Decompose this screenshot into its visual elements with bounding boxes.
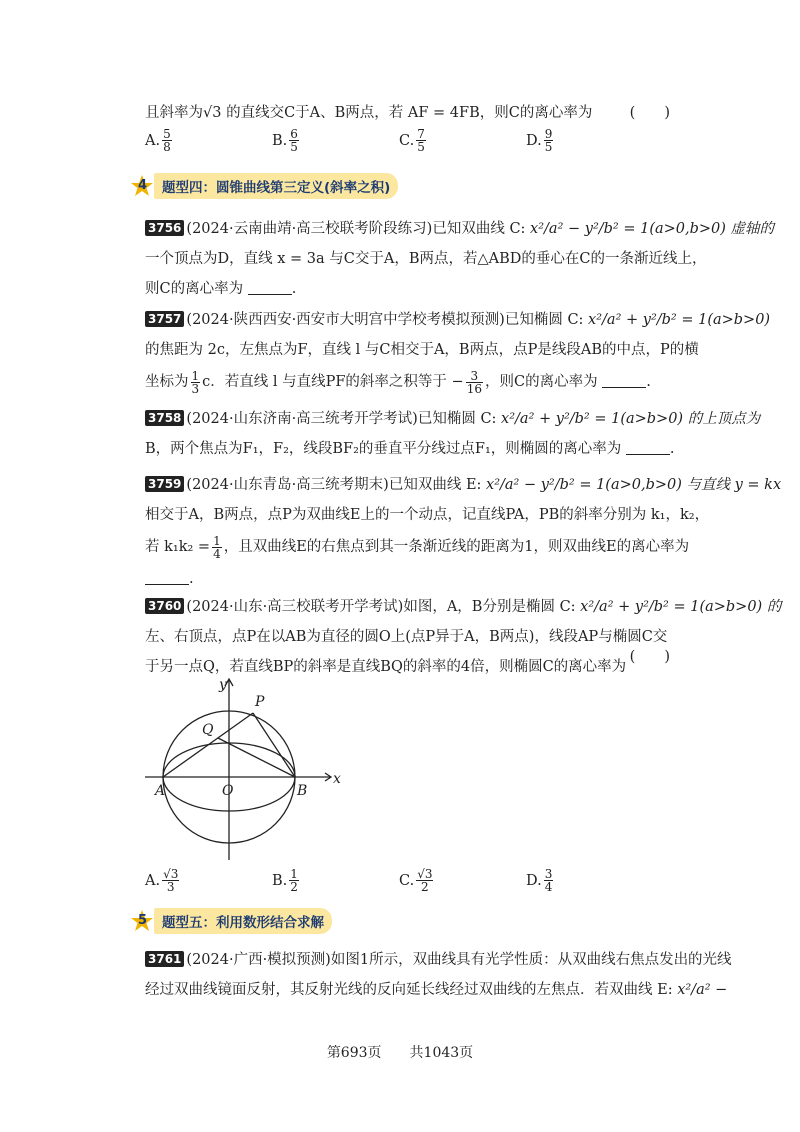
- label-q: Q: [202, 722, 214, 738]
- answer-blank[interactable]: [248, 280, 292, 295]
- question-text: 左、右顶点，点P在以AB为直径的圆O上(点P异于A，B两点)，线段AP与椭圆C交: [145, 629, 668, 645]
- question-3761: [145, 945, 732, 1005]
- fraction: [466, 370, 483, 395]
- option-label: D.: [526, 132, 542, 149]
- denominator: 2: [421, 880, 429, 894]
- question-text: 相交于A，B两点，点P为双曲线E上的一个动点，记直线PA，PB的斜率分别为 k₁，k₂，: [145, 507, 710, 523]
- option-label: A.: [145, 132, 161, 149]
- numerator: 1: [191, 368, 200, 383]
- label-p: P: [255, 694, 265, 710]
- question-3759: 3759 (2024·山东青岛·高三统考期末)已知双曲线 E: x²/a² − y²/b² = 1(a>0,b>0) 与直线 y = kx 相交于A，B两点，点P为双曲线E上的一个动点，记直线PA，PB的斜率分别为 k₁，k₂， 若 k₁k₂ = $\frac{1}{4}$ ，且双曲线E的右焦点到其一条渐近线的距离为1，则双曲线E的离心率为 .: [145, 477, 782, 587]
- question-3758: 3758 (2024·山东济南·高三统考开学考试)已知椭圆 C: x²/a² + y²/b² = 1(a>b>0) 的上顶点为 B，两个焦点为F₁，F₂，线段BF₂的垂直平分线过点F₁，则椭圆的离心率为 .: [145, 411, 761, 457]
- label-y: y: [219, 677, 227, 693]
- question-text: ，且双曲线E的右焦点到其一条渐近线的距离为1，则双曲线E的离心率为: [223, 539, 690, 555]
- option-label: B.: [272, 872, 288, 889]
- option-b[interactable]: [272, 868, 399, 893]
- question-number-badge: 3761: [145, 951, 184, 967]
- fraction: [191, 370, 201, 395]
- question-text: 一个顶点为D，直线 x = 3a 与C交于A，B两点，若△ABD的垂心在C的一条渐近线上，: [145, 251, 707, 267]
- numerator: 3: [544, 867, 553, 881]
- question-text: (2024·陕西西安·西安市大明宫中学校考模拟预测)已知椭圆 C:: [186, 312, 584, 328]
- question-text: 且斜率为√3 的直线交C于A、B两点，若 AF = 4FB，则C的离心率为: [145, 105, 593, 121]
- option-c[interactable]: [399, 128, 526, 153]
- option-label: C.: [399, 872, 415, 889]
- answer-blank[interactable]: [145, 570, 189, 585]
- label-b: B: [297, 783, 308, 799]
- denominator: 5: [417, 140, 425, 154]
- option-d[interactable]: [526, 868, 653, 893]
- equation: x²/a² − y²/b² = 1(a>0,b>0) 与直线 y = kx: [486, 477, 782, 493]
- equation: x²/a² + y²/b² = 1(a>b>0) 的: [580, 599, 782, 615]
- numerator: 6: [290, 127, 298, 141]
- question-number-badge: 3760: [145, 598, 184, 614]
- numerator: 5: [163, 127, 171, 141]
- question-text: 于另一点Q，若直线BP的斜率是直线BQ的斜率的4倍，则椭圆C的离心率为: [145, 659, 627, 675]
- question-text: (2024·云南曲靖·高三校联考阶段练习)已知双曲线 C:: [186, 221, 526, 237]
- question-number-badge: 3759: [145, 476, 184, 492]
- answer-paren: ( ): [629, 649, 670, 665]
- denominator: 4: [544, 880, 553, 894]
- fraction: [162, 868, 179, 893]
- question-text: c．若直线 l 与直线PF的斜率之积等于 −: [202, 374, 464, 390]
- answer-paren: ( ): [629, 105, 670, 121]
- fraction: [416, 868, 433, 893]
- equation: x²/a² − y²/b² = 1(a>0,b>0) 虚轴的: [530, 221, 775, 237]
- numerator: 1: [290, 867, 298, 881]
- denominator: 2: [290, 880, 298, 894]
- fraction: [416, 128, 426, 153]
- line-bp: [253, 713, 295, 777]
- options-row: [145, 868, 653, 893]
- fraction: [162, 128, 172, 153]
- option-label: A.: [145, 872, 161, 889]
- option-c[interactable]: [399, 868, 526, 893]
- section-number: 4: [138, 178, 148, 193]
- ellipse-circle-figure: [145, 675, 365, 865]
- question-text: 则C的离心率为: [145, 281, 244, 297]
- equation: x²/a² −: [677, 982, 728, 998]
- numerator: 7: [417, 127, 425, 141]
- question-3756: 3756 (2024·云南曲靖·高三校联考阶段练习)已知双曲线 C: x²/a² − y²/b² = 1(a>0,b>0) 虚轴的 一个顶点为D，直线 x = 3a 与C交于A，B两点，若△ABD的垂心在C的一条渐近线上， 则C的离心率为 .: [145, 221, 775, 297]
- question-text: 若 k₁k₂ =: [145, 539, 211, 555]
- section-title: 题型五：利用数形结合求解: [154, 908, 332, 934]
- question-text: ，则C的离心率为: [484, 374, 598, 390]
- option-d[interactable]: [526, 128, 653, 153]
- denominator: 16: [466, 381, 482, 396]
- label-a: A: [155, 783, 166, 799]
- answer-blank[interactable]: [626, 440, 670, 455]
- numerator: 1: [213, 533, 221, 548]
- numerator: 9: [544, 127, 553, 141]
- option-a[interactable]: [145, 868, 272, 893]
- question-text: (2024·山东·高三校联考开学考试)如图，A，B分别是椭圆 C:: [186, 599, 576, 615]
- label-o: O: [222, 783, 234, 799]
- options-row: [145, 128, 653, 153]
- section-header-4: [130, 173, 398, 199]
- option-label: C.: [399, 132, 415, 149]
- option-label: D.: [526, 872, 542, 889]
- question-number-badge: 3758: [145, 410, 184, 426]
- question-text: 的焦距为 2c，左焦点为F，直线 l 与C相交于A，B两点，点P是线段AB的中点，P的横: [145, 342, 699, 358]
- page-footer: 第693页 共1043页: [326, 1045, 474, 1061]
- denominator: 3: [166, 880, 175, 894]
- equation: x²/a² + y²/b² = 1(a>b>0): [588, 312, 771, 328]
- section-number-badge: [130, 909, 154, 933]
- question-text: (2024·山东青岛·高三统考期末)已知双曲线 E:: [186, 477, 482, 493]
- denominator: 8: [163, 140, 171, 154]
- section-number: 5: [138, 913, 148, 928]
- question-number-badge: 3756: [145, 220, 184, 236]
- fraction: [212, 535, 222, 560]
- question-number-badge: 3757: [145, 311, 184, 327]
- option-a[interactable]: [145, 128, 272, 153]
- denominator: 4: [213, 546, 221, 561]
- fraction: [544, 128, 554, 153]
- question-text: 坐标为: [145, 374, 189, 390]
- equation: x²/a² + y²/b² = 1(a>b>0) 的上顶点为: [501, 411, 761, 427]
- fraction: [289, 868, 299, 893]
- option-b[interactable]: [272, 128, 399, 153]
- denominator: 5: [290, 140, 298, 154]
- question-text: (2024·山东济南·高三统考开学考试)已知椭圆 C:: [186, 411, 497, 427]
- section-number-badge: [130, 174, 154, 198]
- option-label: B.: [272, 132, 288, 149]
- question-text: (2024·广西·模拟预测)如图1所示，双曲线具有光学性质：从双曲线右焦点发出的光线: [186, 952, 732, 968]
- numerator: √3: [163, 867, 179, 881]
- fraction: [544, 868, 554, 893]
- question-3760: [145, 592, 782, 682]
- answer-blank[interactable]: [602, 373, 646, 388]
- question-3757: 3757 (2024·陕西西安·西安市大明宫中学校考模拟预测)已知椭圆 C: x²/a² + y²/b² = 1(a>b>0) 的焦距为 2c，左焦点为F，直线 l 与C相交于A，B两点，点P是线段AB的中点，P的横 坐标为 $\frac{1}{3}$ c．若直线 l 与直线PF的斜率之积等于 − $\frac{3}{16}$ ，则C的离心率为 .: [145, 312, 771, 396]
- numerator: 3: [466, 370, 483, 383]
- question-line: [145, 103, 592, 123]
- question-text: 经过双曲线镜面反射，其反射光线的反向延长线经过双曲线的左焦点．若双曲线 E:: [145, 982, 673, 998]
- fraction: [289, 128, 299, 153]
- question-text: B，两个焦点为F₁，F₂，线段BF₂的垂直平分线过点F₁，则椭圆的离心率为: [145, 441, 622, 457]
- section-header-5: [130, 908, 332, 934]
- numerator: √3: [417, 867, 433, 881]
- section-title: 题型四：圆锥曲线第三定义(斜率之积): [154, 173, 398, 199]
- denominator: 5: [544, 140, 553, 154]
- denominator: 3: [191, 381, 200, 396]
- label-x: x: [333, 771, 341, 787]
